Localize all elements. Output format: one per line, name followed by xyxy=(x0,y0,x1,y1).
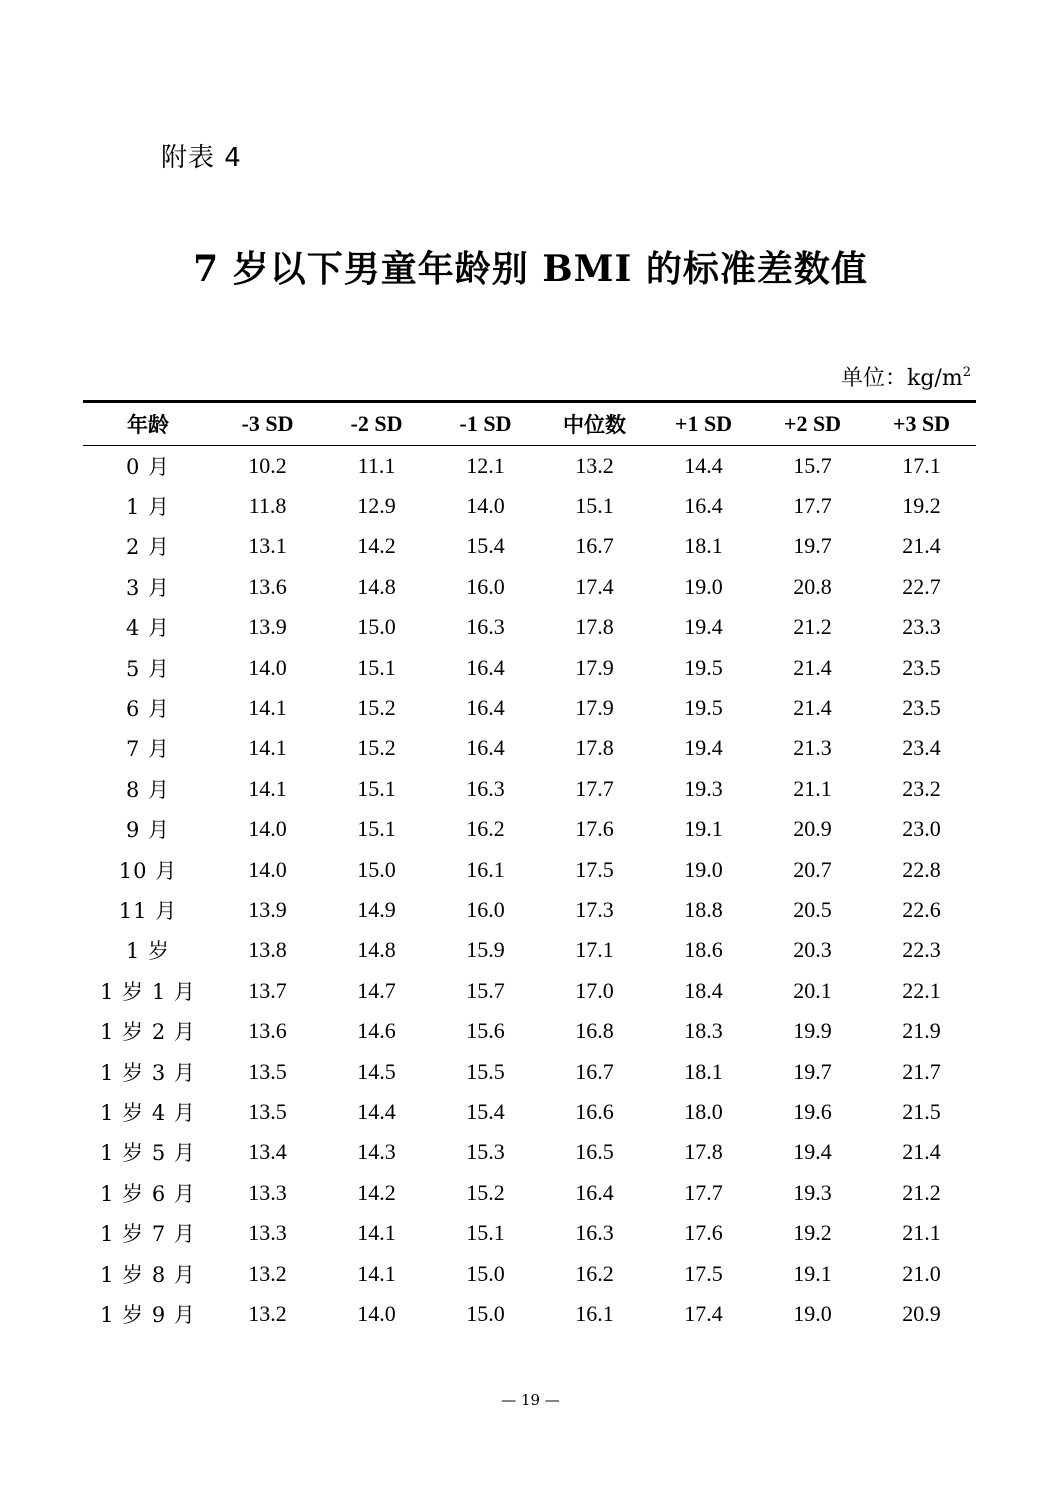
cell-plus-1sd: 19.1 xyxy=(684,816,723,842)
cell-plus-3sd: 23.5 xyxy=(902,695,941,721)
cell-plus-2sd: 19.2 xyxy=(793,1220,832,1246)
cell-plus-3sd: 22.3 xyxy=(902,937,941,963)
cell-minus-3sd: 11.8 xyxy=(248,493,287,519)
cell-age: 1 岁 1 月 xyxy=(100,979,196,1004)
cell-age: 6 月 xyxy=(125,697,171,722)
cell-minus-1sd: 15.4 xyxy=(466,533,505,559)
cell-minus-3sd: 10.2 xyxy=(248,452,287,478)
cell-minus-2sd: 12.9 xyxy=(357,493,396,519)
table-row xyxy=(83,849,976,889)
cell-minus-3sd: 13.9 xyxy=(248,614,287,640)
table-row xyxy=(83,688,976,728)
cell-age: 10 月 xyxy=(118,858,178,883)
cell-minus-2sd: 15.2 xyxy=(357,695,396,721)
cell-median: 17.3 xyxy=(575,896,614,922)
cell-plus-1sd: 19.5 xyxy=(684,654,723,680)
cell-plus-3sd: 23.0 xyxy=(902,816,941,842)
cell-plus-3sd: 19.2 xyxy=(902,493,941,519)
table-row xyxy=(83,728,976,768)
cell-age: 9 月 xyxy=(125,818,171,843)
header-plus-3sd: +3 SD xyxy=(867,402,976,446)
cell-plus-2sd: 20.3 xyxy=(793,937,832,963)
cell-plus-2sd: 19.9 xyxy=(793,1018,832,1044)
table-row xyxy=(83,1092,976,1132)
cell-minus-2sd: 14.2 xyxy=(357,1179,396,1205)
cell-minus-3sd: 14.1 xyxy=(248,735,287,761)
cell-median: 17.8 xyxy=(575,735,614,761)
table-row xyxy=(83,567,976,607)
cell-median: 16.7 xyxy=(575,533,614,559)
cell-minus-2sd: 14.8 xyxy=(357,937,396,963)
cell-median: 17.7 xyxy=(575,775,614,801)
cell-plus-2sd: 19.1 xyxy=(793,1260,832,1286)
cell-plus-1sd: 17.4 xyxy=(684,1300,723,1326)
cell-minus-1sd: 15.4 xyxy=(466,1098,505,1124)
cell-minus-3sd: 13.3 xyxy=(248,1220,287,1246)
cell-median: 17.4 xyxy=(575,573,614,599)
cell-plus-1sd: 17.7 xyxy=(684,1179,723,1205)
cell-minus-2sd: 14.1 xyxy=(357,1220,396,1246)
cell-plus-1sd: 16.4 xyxy=(684,493,723,519)
cell-minus-2sd: 14.5 xyxy=(357,1058,396,1084)
cell-minus-3sd: 13.1 xyxy=(248,533,287,559)
cell-median: 17.9 xyxy=(575,695,614,721)
cell-plus-2sd: 20.1 xyxy=(793,977,832,1003)
cell-age: 5 月 xyxy=(125,656,171,681)
cell-minus-3sd: 14.0 xyxy=(248,654,287,680)
cell-plus-1sd: 19.5 xyxy=(684,695,723,721)
cell-minus-3sd: 13.5 xyxy=(248,1098,287,1124)
cell-age: 1 岁 9 月 xyxy=(100,1302,196,1327)
table-row xyxy=(83,890,976,930)
cell-minus-1sd: 16.4 xyxy=(466,695,505,721)
table-row xyxy=(83,486,976,526)
cell-age: 1 岁 xyxy=(125,939,171,964)
cell-plus-1sd: 19.3 xyxy=(684,775,723,801)
cell-median: 16.7 xyxy=(575,1058,614,1084)
cell-minus-1sd: 16.4 xyxy=(466,735,505,761)
cell-plus-2sd: 19.6 xyxy=(793,1098,832,1124)
cell-plus-2sd: 20.8 xyxy=(793,573,832,599)
cell-plus-1sd: 19.0 xyxy=(684,573,723,599)
cell-minus-1sd: 15.2 xyxy=(466,1179,505,1205)
cell-age: 0 月 xyxy=(125,454,171,479)
header-minus-1sd: -1 SD xyxy=(431,402,540,446)
cell-minus-1sd: 15.9 xyxy=(466,937,505,963)
cell-minus-2sd: 14.7 xyxy=(357,977,396,1003)
cell-plus-3sd: 23.3 xyxy=(902,614,941,640)
cell-plus-2sd: 19.4 xyxy=(793,1139,832,1165)
cell-age: 4 月 xyxy=(125,616,171,641)
cell-plus-2sd: 20.7 xyxy=(793,856,832,882)
cell-age: 1 岁 5 月 xyxy=(100,1141,196,1166)
table-row xyxy=(83,446,976,486)
table-row xyxy=(83,930,976,970)
cell-plus-1sd: 18.1 xyxy=(684,533,723,559)
header-minus-2sd: -2 SD xyxy=(322,402,431,446)
cell-plus-3sd: 21.5 xyxy=(902,1098,941,1124)
cell-plus-3sd: 21.4 xyxy=(902,533,941,559)
cell-plus-3sd: 21.1 xyxy=(902,1220,941,1246)
header-plus-2sd: +2 SD xyxy=(758,402,867,446)
cell-median: 17.1 xyxy=(575,937,614,963)
cell-plus-3sd: 21.7 xyxy=(902,1058,941,1084)
cell-median: 17.5 xyxy=(575,856,614,882)
cell-minus-1sd: 16.0 xyxy=(466,573,505,599)
cell-minus-2sd: 15.1 xyxy=(357,775,396,801)
cell-minus-1sd: 15.3 xyxy=(466,1139,505,1165)
cell-median: 16.2 xyxy=(575,1260,614,1286)
cell-minus-2sd: 15.1 xyxy=(357,816,396,842)
cell-minus-1sd: 15.0 xyxy=(466,1260,505,1286)
cell-minus-2sd: 14.6 xyxy=(357,1018,396,1044)
cell-plus-1sd: 17.5 xyxy=(684,1260,723,1286)
cell-minus-3sd: 14.1 xyxy=(248,695,287,721)
cell-minus-1sd: 15.6 xyxy=(466,1018,505,1044)
cell-minus-1sd: 16.4 xyxy=(466,654,505,680)
cell-minus-1sd: 15.1 xyxy=(466,1220,505,1246)
table-row xyxy=(83,647,976,687)
cell-plus-3sd: 23.4 xyxy=(902,735,941,761)
cell-minus-2sd: 15.0 xyxy=(357,614,396,640)
cell-minus-3sd: 14.1 xyxy=(248,775,287,801)
cell-plus-2sd: 20.5 xyxy=(793,896,832,922)
cell-age: 1 岁 4 月 xyxy=(100,1100,196,1125)
table-header xyxy=(83,402,976,446)
cell-minus-3sd: 14.0 xyxy=(248,856,287,882)
cell-plus-3sd: 21.2 xyxy=(902,1179,941,1205)
appendix-label: 附表 4 xyxy=(161,143,242,173)
cell-median: 17.6 xyxy=(575,816,614,842)
cell-median: 16.8 xyxy=(575,1018,614,1044)
cell-age: 1 岁 2 月 xyxy=(100,1020,196,1045)
cell-plus-1sd: 18.8 xyxy=(684,896,723,922)
cell-minus-1sd: 14.0 xyxy=(466,493,505,519)
table-row xyxy=(83,526,976,566)
table-row xyxy=(83,1011,976,1051)
table-row xyxy=(83,769,976,809)
cell-minus-1sd: 15.0 xyxy=(466,1300,505,1326)
cell-age: 2 月 xyxy=(125,535,171,560)
header-minus-3sd: -3 SD xyxy=(213,402,322,446)
cell-plus-3sd: 17.1 xyxy=(902,452,941,478)
cell-plus-3sd: 21.4 xyxy=(902,1139,941,1165)
header-age: 年龄 xyxy=(83,402,213,446)
unit-superscript: 2 xyxy=(962,365,971,380)
cell-age: 8 月 xyxy=(125,777,171,802)
cell-minus-3sd: 13.7 xyxy=(248,977,287,1003)
cell-plus-1sd: 18.4 xyxy=(684,977,723,1003)
cell-age: 1 月 xyxy=(125,495,171,520)
cell-minus-1sd: 16.2 xyxy=(466,816,505,842)
bmi-sd-table xyxy=(83,400,976,1334)
cell-minus-3sd: 13.3 xyxy=(248,1179,287,1205)
cell-plus-2sd: 19.7 xyxy=(793,533,832,559)
cell-median: 16.1 xyxy=(575,1300,614,1326)
cell-plus-1sd: 19.0 xyxy=(684,856,723,882)
cell-minus-3sd: 13.8 xyxy=(248,937,287,963)
cell-plus-2sd: 21.3 xyxy=(793,735,832,761)
cell-minus-2sd: 11.1 xyxy=(357,452,396,478)
table-row xyxy=(83,1132,976,1172)
cell-age: 11 月 xyxy=(118,898,178,923)
cell-plus-3sd: 21.9 xyxy=(902,1018,941,1044)
cell-age: 7 月 xyxy=(125,737,171,762)
cell-minus-3sd: 13.2 xyxy=(248,1300,287,1326)
table-row xyxy=(83,809,976,849)
unit-prefix: 单位：kg/m xyxy=(841,366,963,391)
cell-minus-3sd: 14.0 xyxy=(248,816,287,842)
cell-median: 16.6 xyxy=(575,1098,614,1124)
cell-median: 16.4 xyxy=(575,1179,614,1205)
cell-plus-3sd: 21.0 xyxy=(902,1260,941,1286)
cell-median: 17.8 xyxy=(575,614,614,640)
cell-plus-2sd: 19.7 xyxy=(793,1058,832,1084)
header-median: 中位数 xyxy=(540,402,649,446)
cell-age: 1 岁 8 月 xyxy=(100,1262,196,1287)
cell-minus-3sd: 13.2 xyxy=(248,1260,287,1286)
cell-minus-1sd: 16.3 xyxy=(466,614,505,640)
cell-median: 13.2 xyxy=(575,452,614,478)
cell-minus-3sd: 13.6 xyxy=(248,573,287,599)
table-row xyxy=(83,1051,976,1091)
cell-minus-2sd: 14.8 xyxy=(357,573,396,599)
table-row xyxy=(83,1253,976,1293)
cell-plus-2sd: 19.3 xyxy=(793,1179,832,1205)
table-row xyxy=(83,1173,976,1213)
cell-median: 15.1 xyxy=(575,493,614,519)
cell-minus-1sd: 16.1 xyxy=(466,856,505,882)
cell-age: 1 岁 6 月 xyxy=(100,1181,196,1206)
cell-plus-3sd: 22.6 xyxy=(902,896,941,922)
cell-plus-2sd: 17.7 xyxy=(793,493,832,519)
cell-plus-1sd: 17.8 xyxy=(684,1139,723,1165)
cell-plus-3sd: 23.5 xyxy=(902,654,941,680)
cell-minus-2sd: 14.2 xyxy=(357,533,396,559)
table-body xyxy=(83,446,976,1335)
cell-median: 16.5 xyxy=(575,1139,614,1165)
cell-minus-2sd: 15.2 xyxy=(357,735,396,761)
cell-minus-3sd: 13.6 xyxy=(248,1018,287,1044)
table-row xyxy=(83,971,976,1011)
cell-median: 17.0 xyxy=(575,977,614,1003)
cell-plus-3sd: 22.1 xyxy=(902,977,941,1003)
cell-plus-1sd: 18.0 xyxy=(684,1098,723,1124)
cell-plus-3sd: 20.9 xyxy=(902,1300,941,1326)
cell-minus-2sd: 14.3 xyxy=(357,1139,396,1165)
cell-minus-2sd: 15.1 xyxy=(357,654,396,680)
cell-minus-3sd: 13.5 xyxy=(248,1058,287,1084)
cell-minus-2sd: 14.9 xyxy=(357,896,396,922)
cell-plus-3sd: 23.2 xyxy=(902,775,941,801)
cell-plus-3sd: 22.8 xyxy=(902,856,941,882)
cell-minus-3sd: 13.4 xyxy=(248,1139,287,1165)
cell-plus-2sd: 21.4 xyxy=(793,695,832,721)
cell-plus-2sd: 20.9 xyxy=(793,816,832,842)
cell-minus-1sd: 12.1 xyxy=(466,452,505,478)
cell-minus-1sd: 15.5 xyxy=(466,1058,505,1084)
page-number: — 19 — xyxy=(501,1391,560,1409)
cell-minus-1sd: 16.3 xyxy=(466,775,505,801)
cell-median: 17.9 xyxy=(575,654,614,680)
table-row xyxy=(83,607,976,647)
table-row xyxy=(83,1213,976,1253)
cell-minus-2sd: 14.0 xyxy=(357,1300,396,1326)
document-title: 7 岁以下男童年龄别 BMI 的标准差数值 xyxy=(193,248,868,290)
unit-label xyxy=(841,364,971,394)
cell-plus-2sd: 21.1 xyxy=(793,775,832,801)
cell-median: 16.3 xyxy=(575,1220,614,1246)
cell-age: 1 岁 3 月 xyxy=(100,1060,196,1085)
table-row xyxy=(83,1294,976,1334)
cell-plus-1sd: 14.4 xyxy=(684,452,723,478)
header-row xyxy=(83,402,976,446)
cell-plus-2sd: 19.0 xyxy=(793,1300,832,1326)
cell-plus-2sd: 21.4 xyxy=(793,654,832,680)
cell-minus-1sd: 16.0 xyxy=(466,896,505,922)
cell-minus-3sd: 13.9 xyxy=(248,896,287,922)
cell-minus-1sd: 15.7 xyxy=(466,977,505,1003)
cell-plus-2sd: 15.7 xyxy=(793,452,832,478)
cell-minus-2sd: 14.4 xyxy=(357,1098,396,1124)
cell-plus-1sd: 17.6 xyxy=(684,1220,723,1246)
cell-plus-2sd: 21.2 xyxy=(793,614,832,640)
cell-age: 1 岁 7 月 xyxy=(100,1222,196,1247)
cell-age: 3 月 xyxy=(125,575,171,600)
cell-minus-2sd: 14.1 xyxy=(357,1260,396,1286)
cell-plus-1sd: 18.6 xyxy=(684,937,723,963)
header-plus-1sd: +1 SD xyxy=(649,402,758,446)
cell-plus-3sd: 22.7 xyxy=(902,573,941,599)
cell-plus-1sd: 19.4 xyxy=(684,735,723,761)
cell-plus-1sd: 18.3 xyxy=(684,1018,723,1044)
cell-minus-2sd: 15.0 xyxy=(357,856,396,882)
cell-plus-1sd: 18.1 xyxy=(684,1058,723,1084)
cell-plus-1sd: 19.4 xyxy=(684,614,723,640)
